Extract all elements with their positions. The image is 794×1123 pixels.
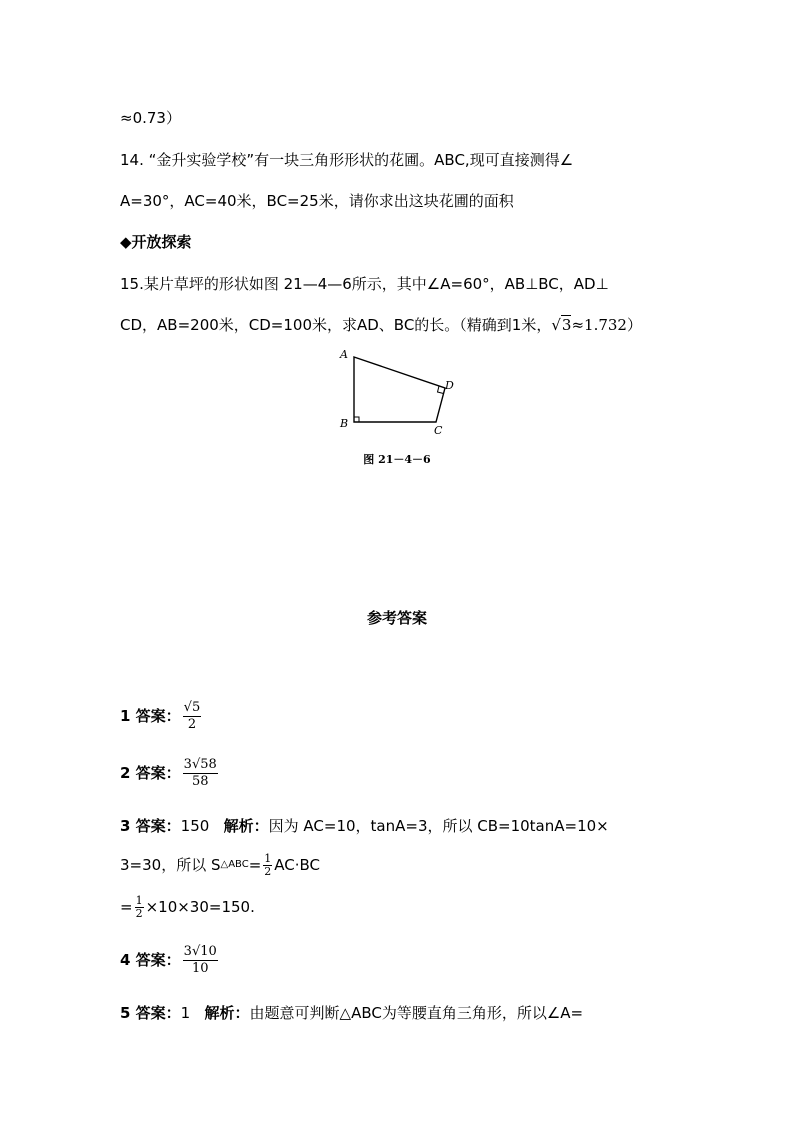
answer-2 (120, 754, 220, 792)
answers-title: 参考答案 (366, 609, 427, 627)
answer-5-analysis-label: 解析： (204, 1004, 250, 1022)
answer-3-text2-post: AC·BC (274, 856, 321, 874)
section-title: 开放探索 (131, 233, 192, 251)
q15-line2-text: CD，AB=200米，CD=100米，求AD、BC的长。（精确到1米， (120, 316, 552, 334)
answer-3-text3-post: ×10×30=150. (145, 898, 255, 916)
answer-3-subscript: △ABC (220, 859, 249, 870)
answer-1-numerator: √5 (183, 699, 201, 715)
quadrilateral-figure (335, 345, 475, 440)
answer-2-numerator: 3√58 (183, 756, 217, 772)
answer-5-value: 1 (180, 1004, 191, 1022)
answer-3-label: 3 答案： (120, 817, 181, 835)
half-numerator-2: 1 (135, 893, 143, 907)
answer-3-analysis-label: 解析： (223, 817, 269, 835)
answer-5-text: 由题意可判断△ABC为等腰直角三角形，所以∠A= (249, 1004, 584, 1022)
answer-3-text1: 因为 AC=10，tanA=3，所以 CB=10tanA=10× (268, 817, 609, 835)
section-header (120, 232, 192, 252)
answer-3-half-fraction-2 (135, 895, 144, 920)
label-c: C (434, 424, 443, 437)
answer-1-fraction (183, 700, 202, 733)
answer-3-text2: 3=30，所以 S (120, 856, 221, 874)
answer-3-value: 150 (180, 817, 210, 835)
answer-3-line3 (120, 890, 255, 924)
answer-4-denominator: 10 (191, 960, 209, 976)
q14-line1: 14. “金升实验学校”有一块三角形形状的花圃。ABC,现可直接测得∠ (120, 151, 574, 169)
answer-4-fraction (183, 944, 218, 977)
answer-1-denominator: 2 (187, 716, 197, 732)
half-numerator: 1 (264, 851, 272, 865)
sqrt-symbol: √ (551, 316, 561, 334)
q13-tail: ≈0.73） (120, 109, 181, 127)
half-denominator: 2 (264, 864, 272, 878)
right-angle-mark-b (354, 417, 359, 422)
half-denominator-2: 2 (135, 906, 143, 920)
answer-5 (120, 1003, 583, 1023)
answer-1-label: 1 答案： (120, 707, 181, 725)
quadrilateral-shape (354, 357, 445, 422)
q15-approx: ≈1.732） (571, 316, 642, 334)
q15-line1: 15.某片草坪的形状如图 21—4—6所示，其中∠A=60°，AB⊥BC，AD⊥ (120, 275, 609, 293)
answer-3-text3-pre: = (120, 898, 133, 916)
sqrt-radicand: 3 (561, 316, 572, 334)
answer-2-denominator: 58 (191, 773, 209, 789)
figure-caption: 图 21－4－6 (363, 453, 431, 466)
answer-3-equals: = (248, 856, 262, 874)
answer-4-numerator: 3√10 (183, 943, 217, 959)
answer-5-label: 5 答案： (120, 1004, 181, 1022)
answer-1 (120, 697, 203, 735)
q15-line2 (120, 315, 642, 335)
label-a: A (340, 348, 348, 361)
answer-3-half-fraction (263, 853, 272, 878)
answer-4 (120, 940, 220, 980)
label-d: D (445, 379, 454, 392)
answer-3-line2 (120, 848, 320, 882)
answer-4-label: 4 答案： (120, 951, 181, 969)
answer-2-fraction (183, 757, 218, 790)
answer-3-line1 (120, 816, 609, 836)
label-b: B (340, 417, 349, 430)
q14-line2: A=30°，AC=40米，BC=25米，请你求出这块花圃的面积 (120, 192, 514, 210)
answer-2-label: 2 答案： (120, 764, 181, 782)
diamond-icon: ◆ (120, 233, 132, 251)
